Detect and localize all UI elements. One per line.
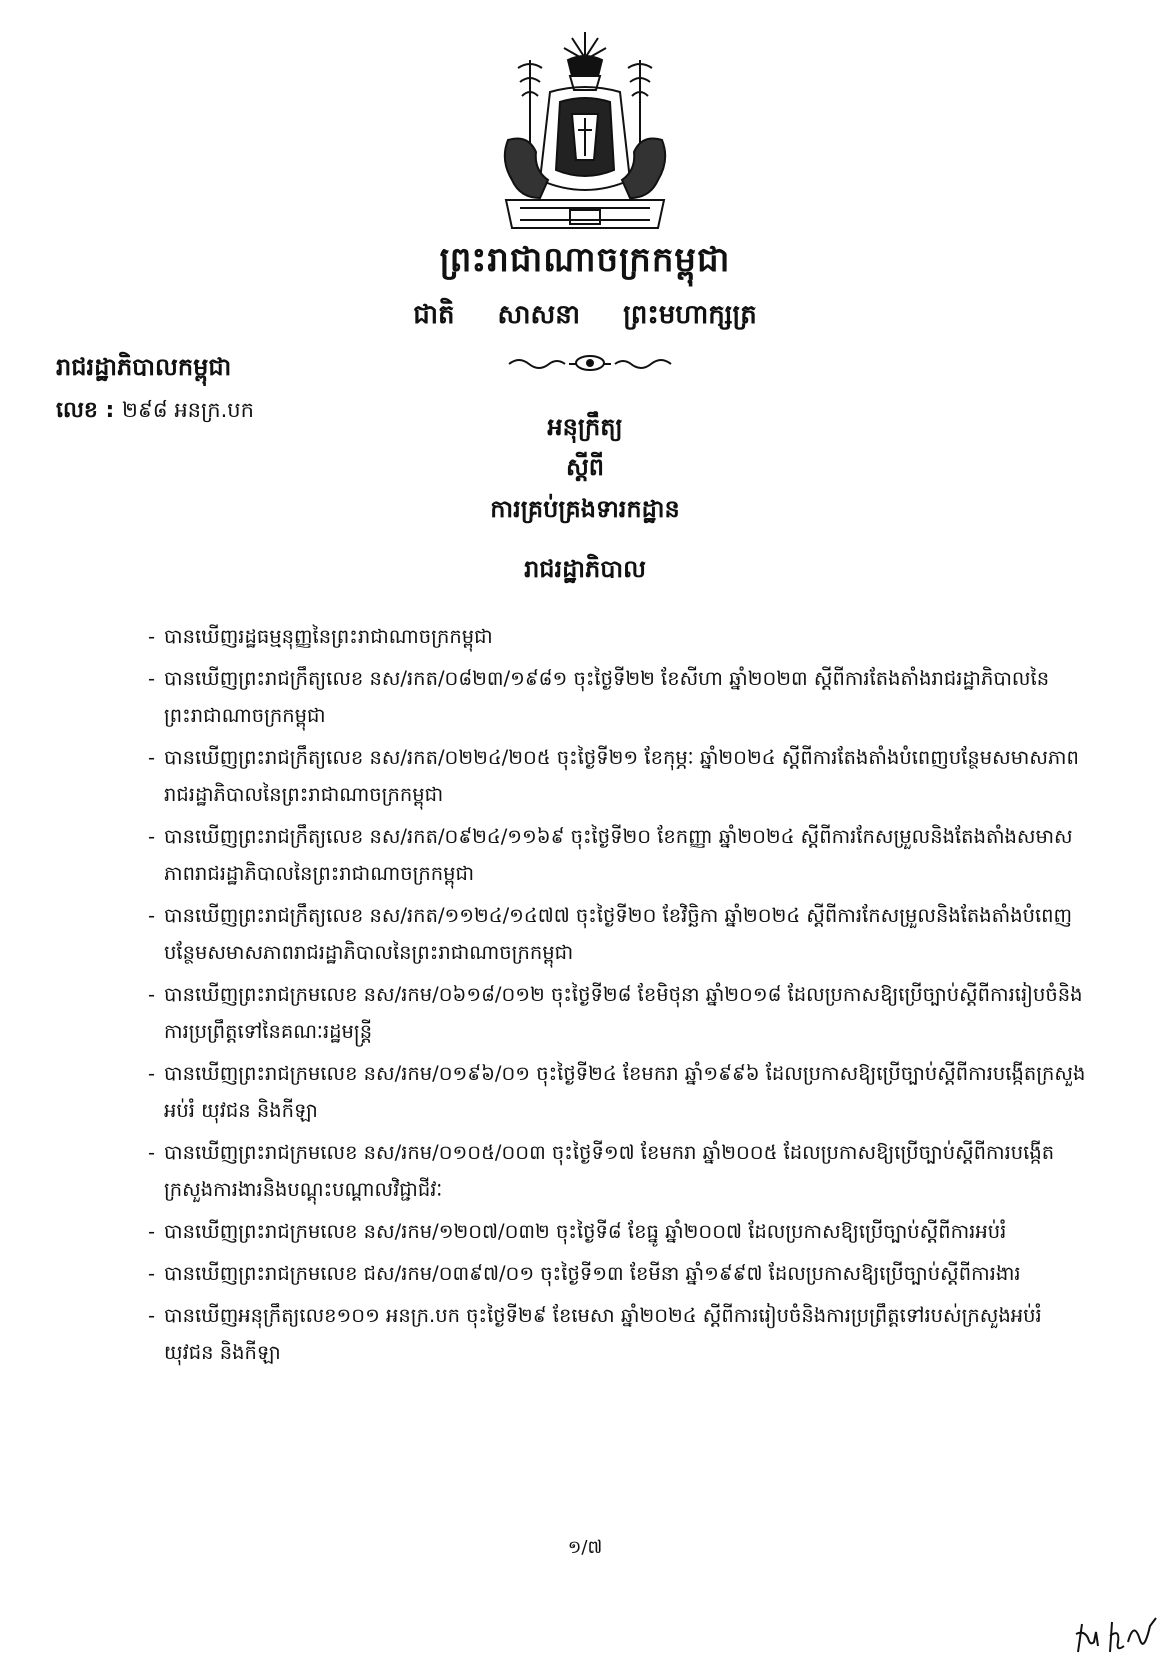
issuing-authority: រាជរដ្ឋាភិបាលកម្ពុជា [56, 352, 232, 381]
kingdom-title: ព្រះរាជាណាចក្រកម្ពុជា [439, 240, 731, 280]
list-item: - បានឃើញរដ្ឋធម្មនុញ្ញនៃព្រះរាជាណាចក្រកម្ពុជា [148, 618, 1094, 655]
document-subject: ការគ្រប់គ្រងទារកដ្ឋាន [490, 494, 680, 523]
list-item: - បានឃើញព្រះរាជក្រឹត្យលេខ នស/រកត/០៩២៤/១១៦៩ ចុះថ្ងៃទី២០ ខែកញ្ញា ឆ្នាំ២០២៤ ស្ដីពីការកែសម្រួលនិងតែងតាំងសមាសភាពរាជរដ្ឋាភិបាលនៃព្រះរាជាណាចក្រកម្ពុជា [148, 818, 1094, 892]
motto-nation: ជាតិ [413, 300, 455, 330]
list-item: - បានឃើញព្រះរាជក្រមលេខ ជស/រកម/០៣៩៧/០១ ចុះថ្ងៃទី១៣ ខែមីនា ឆ្នាំ១៩៩៧ ដែលប្រកាសឱ្យប្រើច្បាប់ស្ដីពីការងារ [148, 1255, 1094, 1292]
list-item: - បានឃើញព្រះរាជក្រមលេខ នស/រកម/០៦១៨/០១២ ចុះថ្ងៃទី២៨ ខែមិថុនា ឆ្នាំ២០១៨ ដែលប្រកាសឱ្យប្រើច្បាប់ស្ដីពីការរៀបចំនិងការប្រព្រឹត្តទៅនៃគណៈរដ្ឋមន្ត្រី [148, 976, 1094, 1050]
document-authority: រាជរដ្ឋាភិបាល [524, 554, 646, 583]
handwritten-initials-icon [1072, 1612, 1162, 1656]
legal-basis-list [148, 618, 1094, 1376]
reference-label: លេខ : [56, 398, 115, 423]
list-item: - បានឃើញព្រះរាជក្រមលេខ នស/រកម/០១០៥/០០៣ ចុះថ្ងៃទី១៧ ខែមករា ឆ្នាំ២០០៥ ដែលប្រកាសឱ្យប្រើច្បាប់ស្ដីពីការបង្កើតក្រសួងការងារនិងបណ្តុះបណ្តាលវិជ្ជាជីវៈ [148, 1134, 1094, 1208]
document-type: អនុក្រឹត្យ [547, 412, 623, 441]
list-item: - បានឃើញអនុក្រឹត្យលេខ១០១ អនក្រ.បក ចុះថ្ងៃទី២៩ ខែមេសា ឆ្នាំ២០២៤ ស្ដីពីការរៀបចំនិងការប្រព្រឹត្តទៅរបស់ក្រសួងអប់រំ យុវជន និងកីឡា [148, 1297, 1094, 1371]
list-item: - បានឃើញព្រះរាជក្រមលេខ នស/រកម/១២០៧/០៣២ ចុះថ្ងៃទី៨ ខែធ្នូ ឆ្នាំ២០០៧ ដែលប្រកាសឱ្យប្រើច្បាប់ស្ដីពីការអប់រំ [148, 1213, 1094, 1250]
list-item: - បានឃើញព្រះរាជក្រឹត្យលេខ នស/រកត/១១២៤/១៤៧៧ ចុះថ្ងៃទី២០ ខែវិច្ឆិកា ឆ្នាំ២០២៤ ស្ដីពីការកែសម្រួលនិងតែងតាំងបំពេញបន្ថែមសមាសភាពរាជរដ្ឋាភិបាលនៃព្រះរាជាណាចក្រកម្ពុជា [148, 897, 1094, 971]
reference-value: ២៩៨ អនក្រ.បក [122, 398, 254, 422]
motto-king: ព្រះមហាក្សត្រ [623, 300, 757, 330]
list-item: - បានឃើញព្រះរាជក្រឹត្យលេខ នស/រកត/០២២៤/២០៥ ចុះថ្ងៃទី២១ ខែកុម្ភៈ ឆ្នាំ២០២៤ ស្ដីពីការតែងតាំងបំពេញបន្ថែមសមាសភាពរាជរដ្ឋាភិបាលនៃព្រះរាជាណាចក្រកម្ពុជា [148, 739, 1094, 813]
royal-coat-of-arms-icon [490, 30, 680, 242]
page-number: ១/៧ [567, 1537, 603, 1558]
list-item: - បានឃើញព្រះរាជក្រមលេខ នស/រកម/០១៩៦/០១ ចុះថ្ងៃទី២៤ ខែមករា ឆ្នាំ១៩៩៦ ដែលប្រកាសឱ្យប្រើច្បាប់ស្ដីពីការបង្កើតក្រសួងអប់រំ យុវជន និងកីឡា [148, 1055, 1094, 1129]
motto-religion: សាសនា [497, 300, 581, 330]
list-item: - បានឃើញព្រះរាជក្រឹត្យលេខ នស/រកត/០៨២៣/១៩៨១ ចុះថ្ងៃទី២២ ខែសីហា ឆ្នាំ២០២៣ ស្ដីពីការតែងតាំងរាជរដ្ឋាភិបាលនៃព្រះរាជាណាចក្រកម្ពុជា [148, 660, 1094, 734]
ornamental-divider-icon [505, 352, 675, 374]
national-motto [0, 298, 1170, 336]
document-about: ស្ដីពី [565, 452, 605, 481]
